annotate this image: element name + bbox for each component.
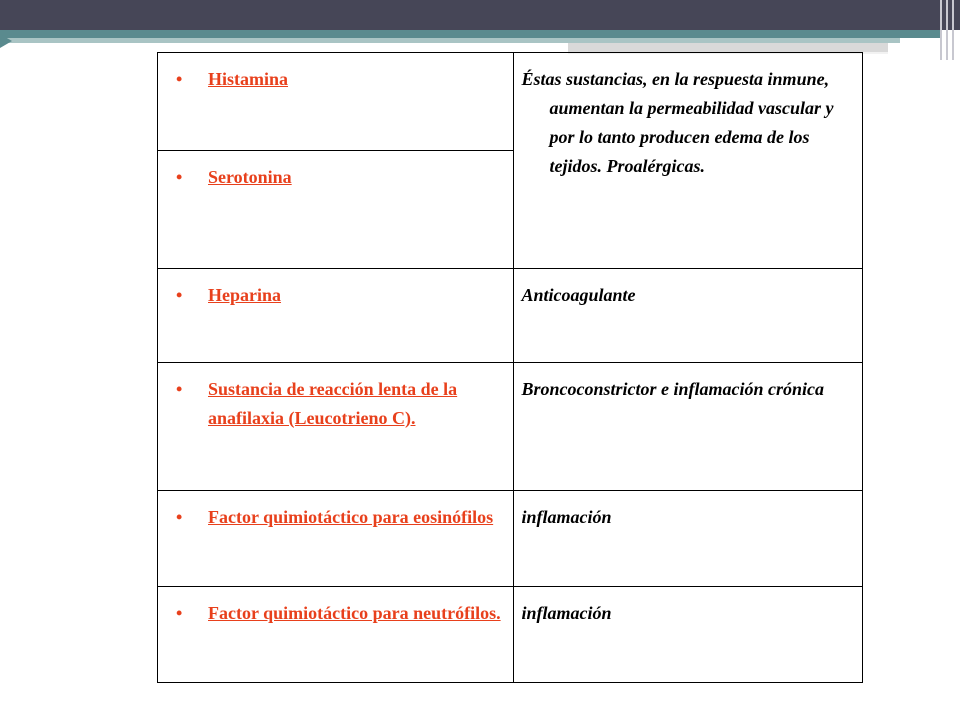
- slide-tab-marker: [0, 34, 12, 48]
- table-cell-name: [158, 53, 514, 151]
- table-row: [158, 363, 863, 491]
- mediator-description: Anticoagulante: [521, 285, 636, 305]
- mediator-link[interactable]: Factor quimiotáctico para neutrófilos.: [208, 603, 501, 623]
- list-item: [166, 163, 503, 192]
- table-cell-name: [158, 587, 514, 683]
- mediators-table: [157, 52, 863, 683]
- mediator-link[interactable]: Sustancia de reacción lenta de la anafilaxia (Leucotrieno C).: [208, 379, 458, 428]
- mediator-link[interactable]: Serotonina: [208, 167, 292, 187]
- list-item: [166, 503, 503, 532]
- bullet: •: [176, 69, 183, 89]
- mediator-description: inflamación: [521, 603, 612, 623]
- bullet: •: [176, 285, 183, 305]
- list-item: [166, 599, 503, 628]
- header-bar: [0, 0, 960, 30]
- list-item: [166, 375, 503, 433]
- table-cell-description: [513, 587, 863, 683]
- mediator-description: Broncoconstrictor e inflamación crónica: [521, 379, 825, 399]
- table-cell-name: [158, 363, 514, 491]
- bullet: •: [176, 603, 183, 623]
- table-row: [158, 269, 863, 363]
- table-cell-description: [513, 269, 863, 363]
- table-cell-description: [513, 363, 863, 491]
- table-cell-description: [513, 491, 863, 587]
- mediator-description: inflamación: [521, 507, 612, 527]
- table-row: [158, 587, 863, 683]
- list-item: [166, 281, 503, 310]
- table-cell-name: [158, 491, 514, 587]
- table-row: [158, 53, 863, 151]
- table-row: [158, 491, 863, 587]
- header-accent-stripe: [0, 30, 940, 38]
- bullet: •: [176, 379, 183, 399]
- mediator-description: Éstas sustancias, en la respuesta inmune, aumentan la permeabilidad vascular y por lo tanto producen edema de los tejidos. Proalérgicas.: [521, 69, 834, 176]
- mediator-link[interactable]: Histamina: [208, 69, 289, 89]
- bullet: •: [176, 507, 183, 527]
- mediator-link[interactable]: Heparina: [208, 285, 282, 305]
- corner-decoration: [936, 0, 960, 60]
- table-cell-name: [158, 151, 514, 269]
- table-cell-name: [158, 269, 514, 363]
- mediator-link[interactable]: Factor quimiotáctico para eosinófilos: [208, 507, 494, 527]
- bullet: •: [176, 167, 183, 187]
- list-item: [166, 65, 503, 94]
- table-cell-description: [513, 53, 863, 269]
